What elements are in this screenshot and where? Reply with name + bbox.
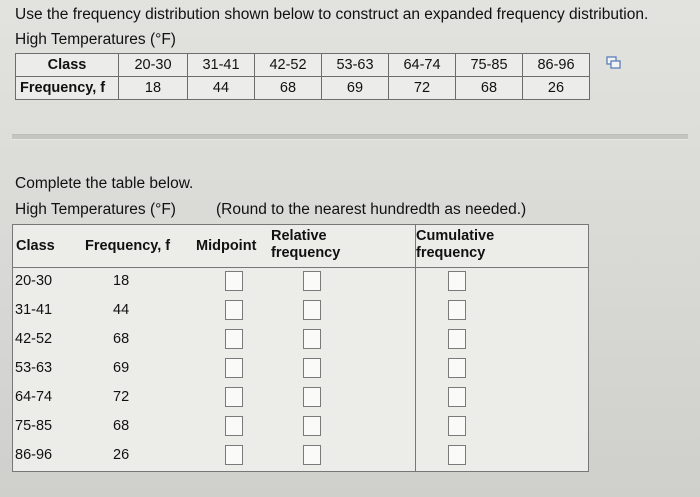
- row-frequency: 68: [113, 331, 130, 347]
- row-frequency: 72: [113, 389, 130, 405]
- cumulative-frequency-input[interactable]: [448, 300, 466, 320]
- given-frequency-cell: 68: [456, 77, 523, 100]
- relative-frequency-input[interactable]: [303, 387, 321, 407]
- section-divider: [12, 134, 688, 140]
- cumulative-frequency-input[interactable]: [448, 329, 466, 349]
- midpoint-input[interactable]: [225, 358, 243, 378]
- rounding-note: (Round to the nearest hundredth as needed.): [216, 201, 527, 218]
- midpoint-input[interactable]: [225, 329, 243, 349]
- header-cumulative-line2: frequency: [416, 245, 486, 261]
- midpoint-input[interactable]: [225, 416, 243, 436]
- relative-frequency-input[interactable]: [303, 416, 321, 436]
- given-class-cell: 42-52: [255, 54, 322, 77]
- row-frequency: 18: [113, 273, 130, 289]
- row-class: 31-41: [15, 302, 53, 318]
- row-class: 64-74: [15, 389, 53, 405]
- cumulative-frequency-input[interactable]: [448, 445, 466, 465]
- answer-table-title: High Temperatures (°F): [15, 201, 176, 218]
- given-frequency-row: [16, 77, 590, 100]
- relative-frequency-input[interactable]: [303, 358, 321, 378]
- midpoint-input[interactable]: [225, 271, 243, 291]
- header-cumulative-line1: Cumulative: [416, 228, 495, 244]
- answer-table: [12, 224, 589, 472]
- header-class: Class: [16, 238, 55, 254]
- given-frequency-cell: 26: [523, 77, 590, 100]
- row-class: 86-96: [15, 447, 53, 463]
- given-class-cell: 75-85: [456, 54, 523, 77]
- instruction-text: Use the frequency distribution shown below to construct an expanded frequency distribution.: [15, 6, 649, 23]
- given-frequency-cell: 72: [389, 77, 456, 100]
- given-table-title: High Temperatures (°F): [15, 31, 176, 48]
- header-relative-line1: Relative: [271, 228, 327, 244]
- row-class: 53-63: [15, 360, 53, 376]
- row-class: 20-30: [15, 273, 53, 289]
- midpoint-input[interactable]: [225, 387, 243, 407]
- given-frequency-label: Frequency, f: [16, 77, 119, 100]
- given-class-cell: 86-96: [523, 54, 590, 77]
- relative-frequency-input[interactable]: [303, 329, 321, 349]
- row-frequency: 44: [113, 302, 130, 318]
- given-class-cell: 64-74: [389, 54, 456, 77]
- given-frequency-cell: 69: [322, 77, 389, 100]
- header-relative-line2: frequency: [271, 245, 341, 261]
- cumulative-frequency-input[interactable]: [448, 358, 466, 378]
- row-frequency: 68: [113, 418, 130, 434]
- given-frequency-table: [15, 53, 590, 100]
- copy-data-icon[interactable]: [606, 56, 621, 70]
- midpoint-input[interactable]: [225, 445, 243, 465]
- given-class-row: [16, 54, 590, 77]
- complete-instruction: Complete the table below.: [15, 175, 194, 192]
- given-frequency-cell: 68: [255, 77, 322, 100]
- relative-frequency-input[interactable]: [303, 300, 321, 320]
- given-class-label: Class: [16, 54, 119, 77]
- given-frequency-cell: 44: [188, 77, 255, 100]
- row-frequency: 69: [113, 360, 130, 376]
- header-frequency: Frequency, f: [85, 238, 171, 254]
- midpoint-input[interactable]: [225, 300, 243, 320]
- row-class: 42-52: [15, 331, 53, 347]
- given-frequency-cell: 18: [119, 77, 188, 100]
- relative-frequency-input[interactable]: [303, 445, 321, 465]
- cumulative-frequency-input[interactable]: [448, 271, 466, 291]
- cumulative-frequency-input[interactable]: [448, 416, 466, 436]
- given-class-cell: 31-41: [188, 54, 255, 77]
- relative-frequency-input[interactable]: [303, 271, 321, 291]
- row-class: 75-85: [15, 418, 53, 434]
- given-class-cell: 20-30: [119, 54, 188, 77]
- row-frequency: 26: [113, 447, 130, 463]
- header-midpoint: Midpoint: [196, 238, 257, 254]
- given-class-cell: 53-63: [322, 54, 389, 77]
- column-divider: [415, 225, 416, 471]
- cumulative-frequency-input[interactable]: [448, 387, 466, 407]
